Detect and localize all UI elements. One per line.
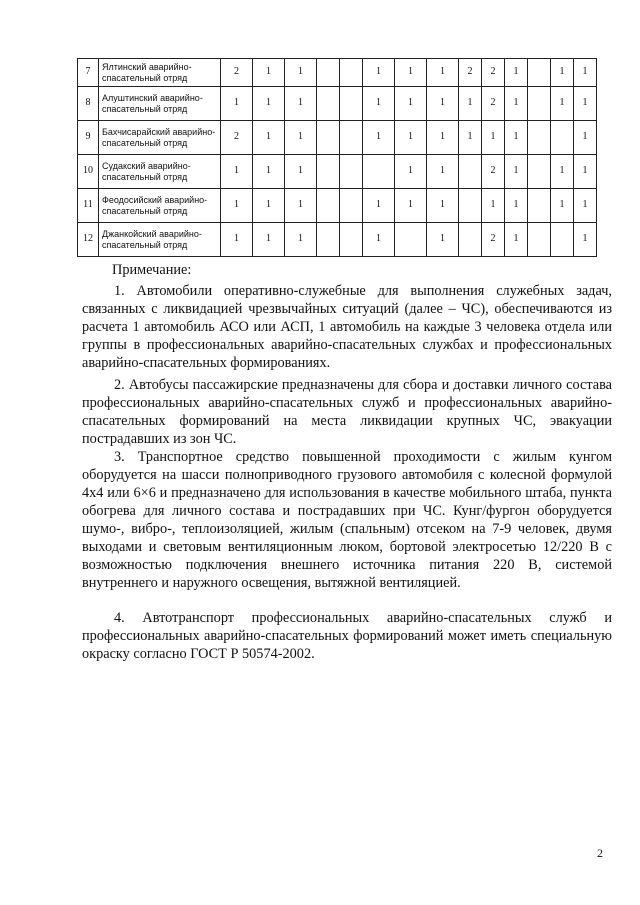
table-cell: 1 <box>574 223 597 257</box>
page-number: 2 <box>597 846 603 860</box>
table-cell <box>551 223 574 257</box>
row-number: 9 <box>78 121 99 155</box>
table-cell <box>317 223 340 257</box>
table-cell <box>340 223 363 257</box>
note-3: 3. Транспортное средство повышенной проходимости с жилым кунгом оборудуется на шасси полноприводного грузового автомобиля с колесной формулой 4х4 или 6×6 и предназначено для использования в качестве мобильного штаба, пункта обогрева для личного состава и пострадавших при ЧС. Кунг/фургон оборудуется шумо-, вибро-, теплоизоляцией, жилым (спальным) отсеком на 7-9 человек, двумя выходами и световым вентиляционным люком, бортовой электросетью 12/220 В с возможностью подключения внешнего источника питания 220 В, системой внутреннего и наружного освещения, вытяжной вентиляцией. <box>82 449 612 591</box>
table-cell: 1 <box>363 87 395 121</box>
table-cell: 1 <box>505 189 528 223</box>
table-cell <box>551 121 574 155</box>
table-cell <box>317 121 340 155</box>
table-cell <box>459 223 482 257</box>
table-cell: 2 <box>459 59 482 87</box>
table-cell: 1 <box>285 189 317 223</box>
table-cell: 1 <box>574 59 597 87</box>
table-cell: 1 <box>395 59 427 87</box>
table-cell: 2 <box>221 59 253 87</box>
table-cell: 2 <box>482 87 505 121</box>
unit-name: Бахчисарайский аварийно-спасательный отряд <box>99 121 221 155</box>
table-row <box>78 87 597 121</box>
table-row <box>78 189 597 223</box>
table-row <box>78 155 597 189</box>
table-cell <box>528 59 551 87</box>
table-cell: 1 <box>574 121 597 155</box>
unit-name: Джанкойский аварийно-спасательный отряд <box>99 223 221 257</box>
table-cell: 1 <box>482 121 505 155</box>
table-cell: 1 <box>221 87 253 121</box>
table-cell <box>340 155 363 189</box>
table-cell: 1 <box>285 223 317 257</box>
table-cell: 1 <box>505 59 528 87</box>
table-cell: 1 <box>459 121 482 155</box>
table-cell: 1 <box>363 121 395 155</box>
table-cell <box>395 223 427 257</box>
table-row <box>78 223 597 257</box>
table-cell: 1 <box>285 59 317 87</box>
row-number: 7 <box>78 59 99 87</box>
table-cell: 1 <box>482 189 505 223</box>
table-cell: 1 <box>427 59 459 87</box>
table-cell <box>363 155 395 189</box>
unit-name: Алуштинский аварийно-спасательный отряд <box>99 87 221 121</box>
table-cell <box>317 155 340 189</box>
table-cell <box>340 189 363 223</box>
row-number: 11 <box>78 189 99 223</box>
table-cell <box>528 155 551 189</box>
table-cell: 1 <box>253 59 285 87</box>
table-cell: 1 <box>221 155 253 189</box>
table-cell <box>340 59 363 87</box>
table-cell: 1 <box>505 121 528 155</box>
table-cell: 1 <box>395 189 427 223</box>
table-cell <box>459 155 482 189</box>
table-cell <box>317 189 340 223</box>
note-1: 1. Автомобили оперативно-служебные для выполнения служебных задач, связанных с ликвидацией чрезвычайных ситуаций (далее – ЧС), обеспечиваются из расчета 1 автомобиль АСО или АСП, 1 автомобиль на каждые 3 человека отдела или группы в профессиональных аварийно-спасательных службах и профессиональных аварийно-спасательных формированиях. <box>82 283 612 371</box>
vehicle-table <box>77 58 597 257</box>
unit-name: Судакский аварийно-спасательный отряд <box>99 155 221 189</box>
table-cell: 1 <box>221 189 253 223</box>
table-cell: 1 <box>505 223 528 257</box>
table-cell: 1 <box>395 155 427 189</box>
table-cell: 1 <box>363 59 395 87</box>
table-cell: 1 <box>427 223 459 257</box>
row-number: 12 <box>78 223 99 257</box>
table-cell <box>317 87 340 121</box>
table-cell: 1 <box>285 155 317 189</box>
table-cell: 1 <box>427 155 459 189</box>
unit-name: Феодосийский аварийно-спасательный отряд <box>99 189 221 223</box>
note-heading: Примечание: <box>112 262 192 278</box>
note-2: 2. Автобусы пассажирские предназначены для сбора и доставки личного состава профессиональных аварийно-спасательных служб и профессиональных аварийно-спасательных формирований на места ликвидации крупных ЧС, эвакуации пострадавших из зон ЧС. <box>82 377 612 447</box>
table-cell <box>317 59 340 87</box>
table-cell: 1 <box>574 87 597 121</box>
unit-name: Ялтинский аварийно-спасательный отряд <box>99 59 221 87</box>
table-row <box>78 121 597 155</box>
table-cell: 1 <box>574 189 597 223</box>
table-cell: 1 <box>505 155 528 189</box>
table-cell: 1 <box>285 121 317 155</box>
note-4: 4. Автотранспорт профессиональных аварийно-спасательных служб и профессиональных аварийно-спасательных формирований может иметь специальную окраску согласно ГОСТ Р 50574-2002. <box>82 610 612 662</box>
table-cell: 1 <box>551 155 574 189</box>
table-cell: 1 <box>551 189 574 223</box>
table-cell: 2 <box>482 155 505 189</box>
table-cell <box>528 121 551 155</box>
table-cell: 1 <box>253 223 285 257</box>
table-cell <box>528 189 551 223</box>
table-cell: 1 <box>459 87 482 121</box>
table-cell: 2 <box>482 223 505 257</box>
table-cell: 1 <box>574 155 597 189</box>
table-cell: 2 <box>221 121 253 155</box>
table-cell: 1 <box>253 155 285 189</box>
table-cell: 1 <box>363 223 395 257</box>
row-number: 10 <box>78 155 99 189</box>
table-cell <box>459 189 482 223</box>
table-cell: 1 <box>427 87 459 121</box>
table-cell: 1 <box>285 87 317 121</box>
table-cell: 1 <box>427 121 459 155</box>
table-cell: 1 <box>551 87 574 121</box>
table-cell <box>528 87 551 121</box>
table-cell <box>528 223 551 257</box>
table-cell: 1 <box>363 189 395 223</box>
table-cell: 1 <box>253 87 285 121</box>
table-cell: 1 <box>551 59 574 87</box>
table-cell <box>340 121 363 155</box>
table-cell: 1 <box>253 121 285 155</box>
table-cell: 1 <box>427 189 459 223</box>
table-cell <box>340 87 363 121</box>
table-cell: 2 <box>482 59 505 87</box>
table-cell: 1 <box>395 121 427 155</box>
table-row <box>78 59 597 87</box>
table-cell: 1 <box>505 87 528 121</box>
table-cell: 1 <box>395 87 427 121</box>
table-cell: 1 <box>253 189 285 223</box>
vehicle-table-body <box>78 59 597 257</box>
row-number: 8 <box>78 87 99 121</box>
table-cell: 1 <box>221 223 253 257</box>
